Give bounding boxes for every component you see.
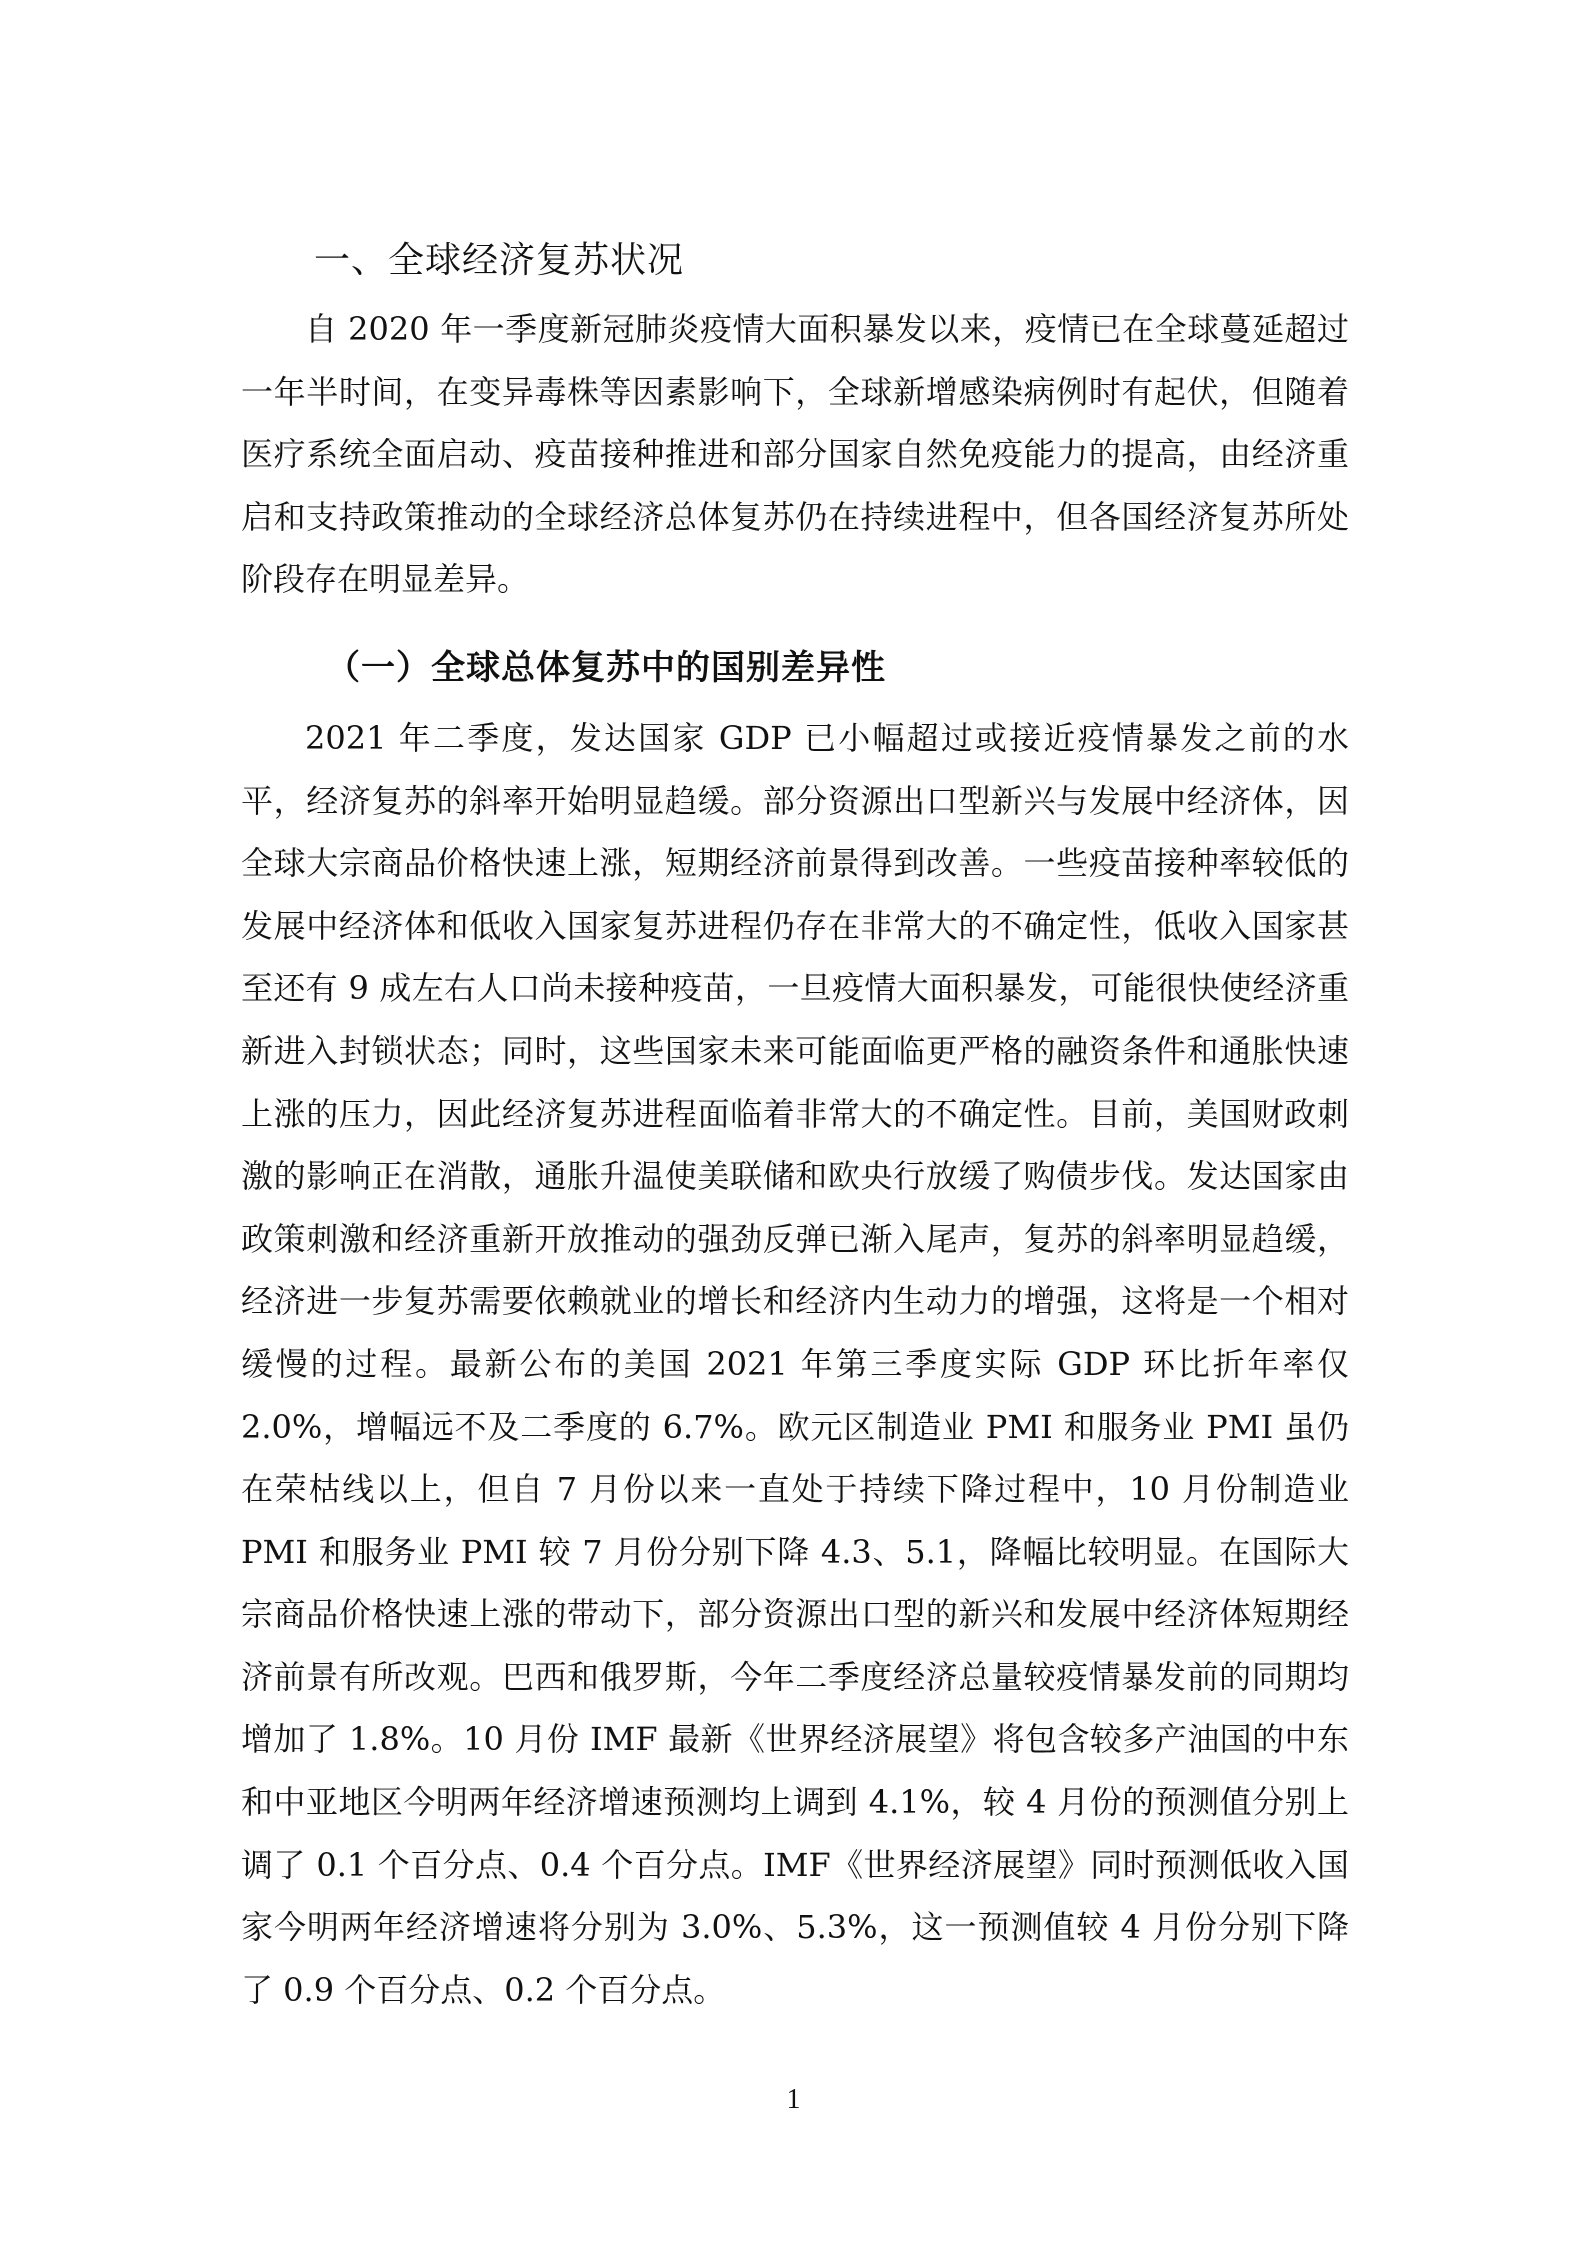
section-heading: 一、全球经济复苏状况 <box>314 240 685 281</box>
intro-paragraph: 自 2020 年一季度新冠肺炎疫情大面积暴发以来，疫情已在全球蔓延超过一年半时间，在变异毒株等因素影响下，全球新增感染病例时有起伏，但随着医疗系统全面启动、疫苗接种推进和部分国家自然免疫能力的提高，由经济重启和支持政策推动的全球经济总体复苏仍在持续进程中，但各国经济复苏所处阶段存在明显差异。 <box>241 310 1349 599</box>
body-paragraph: 2021 年二季度，发达国家 GDP 已小幅超过或接近疫情暴发之前的水平，经济复苏的斜率开始明显趋缓。部分资源出口型新兴与发展中经济体，因全球大宗商品价格快速上涨，短期经济前景得到改善。一些疫苗接种率较低的发展中经济体和低收入国家复苏进程仍存在非常大的不确定性，低收入国家甚至还有 9 成左右人口尚未接种疫苗，一旦疫情大面积暴发，可能很快使经济重新进入封锁状态；同时，这些国家未来可能面临更严格的融资条件和通胀快速上涨的压力，因此经济复苏进程面临着非常大的不确定性。目前，美国财政刺激的影响正在消散，通胀升温使美联储和欧央行放缓了购债步伐。发达国家由政策刺激和经济重新开放推动的强劲反弹已渐入尾声，复苏的斜率明显趋缓，经济进一步复苏需要依赖就业的增长和经济内生动力的增强，这将是一个相对缓慢的过程。最新公布的美国 2021 年第三季度实际 GDP 环比折年率仅 2.0%，增幅远不及二季度的 6.7%。欧元区制造业 PMI 和服务业 PMI 虽仍在荣枯线以上，但自 7 月份以来一直处于持续下降过程中，10 月份制造业 PMI 和服务业 PMI 较 7 月份分别下降 4.3、5.1，降幅比较明显。在国际大宗商品价格快速上涨的带动下，部分资源出口型的新兴和发展中经济体短期经济前景有所改观。巴西和俄罗斯，今年二季度经济总量较疫情暴发前的同期均增加了 1.8%。10 月份 IMF 最新《世界经济展望》将包含较多产油国的中东和中亚地区今明两年经济增速预测均上调到 4.1%，较 4 月份的预测值分别上调了 0.1 个百分点、0.4 个百分点。IMF《世界经济展望》同时预测低收入国家今明两年经济增速将分别为 3.0%、5.3%，这一预测值较 4 月份分别下降了 0.9 个百分点、0.2 个百分点。 <box>241 718 1349 2009</box>
page-content <box>241 226 1349 2021</box>
page-number: 1 <box>786 2084 801 2115</box>
subsection-heading: （一）全球总体复苏中的国别差异性 <box>326 647 886 688</box>
